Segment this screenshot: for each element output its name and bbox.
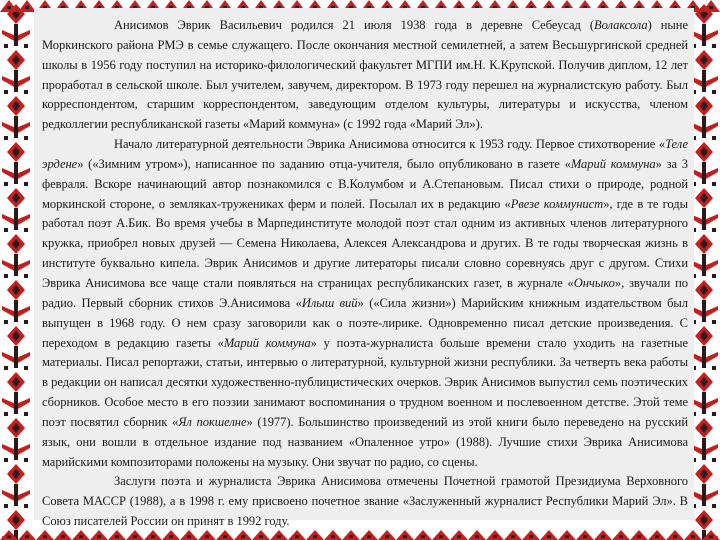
ornament-motif <box>439 535 443 538</box>
ornament-motif <box>24 320 28 324</box>
ornament-motif <box>14 438 18 460</box>
ornament-motif <box>24 504 28 508</box>
ornament-motif <box>712 228 716 232</box>
ornament-motif <box>14 208 18 230</box>
paragraph-text: Анисимов Эврик Васильевич родился 21 июля 1938 года в деревне Себеусад ( <box>114 18 594 32</box>
ornament-motif <box>709 6 713 9</box>
ornament-motif <box>511 535 515 538</box>
ornament-motif <box>331 535 335 538</box>
ornament-motif <box>133 535 137 538</box>
ornament-motif <box>223 535 227 538</box>
ornament-motif <box>367 535 371 538</box>
ornament-motif <box>79 535 83 538</box>
paragraph-text: Начало литературной деятельности Эврика Анисимова относится к 1953 году. Первое стихотворение « <box>114 137 666 152</box>
ornament-motif <box>565 535 569 538</box>
left-ornament-border <box>0 0 34 540</box>
ornament-motif <box>277 535 281 538</box>
ornament-motif <box>475 535 479 538</box>
ornament-motif <box>4 412 8 416</box>
ornament-motif <box>4 504 8 508</box>
ornament-motif <box>24 274 28 278</box>
ornament-motif <box>24 458 28 462</box>
ornament-motif <box>712 412 716 416</box>
ornament-motif <box>24 366 28 370</box>
ornament-motif <box>4 90 8 94</box>
ornament-motif <box>712 458 716 462</box>
ornament-motif <box>241 535 245 538</box>
paragraph-text: » («Сила жизни») Марийским книжным издательством был выпущен в 1968 году. О нем сразу заговорили как о поэте-лирике. Одновременно писал детские произведения. С переходом в редакцию газеты « <box>42 295 689 350</box>
ornament-motif <box>24 90 28 94</box>
ornament-motif <box>712 366 716 370</box>
ornament-motif <box>14 484 18 506</box>
ornament-motif <box>313 535 317 538</box>
paragraph-text: » («Зимним утром»), написанное по заданию отца-учителя, было опубликовано в газете « <box>77 156 571 171</box>
ornament-motif <box>4 136 8 140</box>
ornament-motif <box>403 535 407 538</box>
italic-title: Волаксола <box>594 18 648 32</box>
ornament-motif <box>115 535 119 538</box>
ornament-motif <box>4 320 8 324</box>
ornament-motif <box>702 116 706 138</box>
ornament-motif <box>14 346 18 368</box>
ornament-motif <box>702 392 706 414</box>
ornament-motif <box>712 274 716 278</box>
ornament-motif <box>259 535 263 538</box>
ornament-motif <box>43 535 47 538</box>
ornament-motif <box>712 182 716 186</box>
ornament-motif <box>4 458 8 462</box>
ornament-motif <box>14 24 18 46</box>
paragraph-text: » у поэта-журналиста больше времени стало уходить на газетные материалы. Писал репортажи, статьи, интервью о литературной, культурной жизни республики. За четверть века работы в редакции он написал десятки художественно-публицистических очерков. Эврик Анисимов выпустил семь поэтических сборников. Особое место в его поэзии занимают воспоминания о трудном военном и послевоенном детстве. Этой теме поэт посвятил сборник « <box>42 335 688 429</box>
biography-text-panel <box>34 8 694 529</box>
paragraph-text: », звучали по радио. Первый сборник стихов Э.Анисимова « <box>42 275 688 310</box>
ornament-motif <box>709 535 713 538</box>
ornament-motif <box>349 535 353 538</box>
ornament-motif <box>4 228 8 232</box>
ornament-motif <box>4 44 8 48</box>
ornament-motif <box>25 535 29 538</box>
ornament-motif <box>14 254 18 276</box>
paragraph-text: ) ныне Моркинского района РМЭ в семье служащего. После окончания местной семилетней, а затем Весьшургинской средней школы в 1956 году поступил на историко-филологический факультет МГПИ им.Н. К.Крупской. Получив диплом, 12 лет проработал в сельской школе. Был учителем, завучем, директором. В 1973 году перешел на журналистскую работу. Был корреспондентом, старшим корреспондентом, заведующим отделом культуры, литературы и искусства, членом редколлегии республиканской газеты «Марий коммуна» (с 1992 года «Марий Эл»). <box>42 18 688 132</box>
paragraph-text: », где в те годы работал поэт А.Бик. Во время учебы в Марпединституте молодой поэт стал одним из активных членов литературного кружка, приобрел новых друзей — Семена Николаева, Алексея Александрова и других. В те годы творческая жизнь в институте буквально кипела. Эврик Анисимов и другие литераторы писали словно соревнуясь друг с другом. Стихи Эврика Анисимова все чаще стали появляться на страницах республиканских газет, в журнале « <box>42 196 688 290</box>
ornament-motif <box>712 136 716 140</box>
italic-title: Илыш вий <box>301 295 358 310</box>
ornament-motif <box>25 6 29 9</box>
ornament-motif <box>529 535 533 538</box>
ornament-motif <box>205 535 209 538</box>
ornament-motif <box>169 535 173 538</box>
paragraph <box>42 472 688 532</box>
italic-title: Марий коммуна <box>570 156 656 171</box>
italic-title: Марий коммуна <box>223 335 311 350</box>
paragraph-text: » (1977). Большинство произведений из этой книги было переведено на русский язык, они вошли в отдельное издание под названием «Опаленное утро» (1988). Лучшие стихи Эврика Анисимова марийскими композиторами положены на музыку. Они звучат по радио, со сцены. <box>42 414 688 469</box>
ornament-motif <box>24 136 28 140</box>
ornament-motif <box>421 535 425 538</box>
ornament-motif <box>4 274 8 278</box>
paragraph <box>42 135 688 472</box>
ornament-motif <box>24 228 28 232</box>
ornament-motif <box>702 208 706 230</box>
italic-title: Рвезе коммунист <box>510 196 604 211</box>
ornament-motif <box>7 6 11 9</box>
ornament-motif <box>702 70 706 92</box>
italic-title: Теле эрдене <box>42 137 688 171</box>
ornament-motif <box>14 116 18 138</box>
ornament-motif <box>187 535 191 538</box>
ornament-motif <box>702 346 706 368</box>
ornament-motif <box>712 44 716 48</box>
ornament-motif <box>24 412 28 416</box>
ornament-motif <box>151 535 155 538</box>
ornament-motif <box>7 535 11 538</box>
ornament-motif <box>702 162 706 184</box>
paragraph-text: Заслуги поэта и журналиста Эврика Анисимова отмечены Почетной грамотой Президиума Верховного Совета МАССР (1988), а в 1998 г. ему присвоено почетное звание «Заслуженный журналист Республики Марий Эл». В Союз писателей России он принят в 1992 году. <box>42 474 688 529</box>
ornament-motif <box>673 535 677 538</box>
ornament-motif <box>493 535 497 538</box>
ornament-motif <box>14 70 18 92</box>
ornament-motif <box>702 254 706 276</box>
left-ornament-svg <box>0 0 34 540</box>
ornament-motif <box>61 535 65 538</box>
ornament-motif <box>637 535 641 538</box>
ornament-motif <box>702 300 706 322</box>
ornament-motif <box>14 162 18 184</box>
ornament-motif <box>583 535 587 538</box>
italic-title: Ял покшелне <box>178 414 247 429</box>
ornament-motif <box>712 320 716 324</box>
paragraph-text: » за 3 февраля. Вскоре начинающий автор познакомился с В.Колумбом и А.Степановым. Писал стихи о природе, родной моркинской стороне, о земляках-тружениках ферм и полей. Посылал их в редакцию « <box>42 156 688 211</box>
ornament-motif <box>295 535 299 538</box>
ornament-motif <box>712 504 716 508</box>
ornament-motif <box>385 535 389 538</box>
ornament-motif <box>601 535 605 538</box>
ornament-motif <box>619 535 623 538</box>
ornament-motif <box>24 182 28 186</box>
ornament-motif <box>4 182 8 186</box>
ornament-motif <box>702 24 706 46</box>
ornament-motif <box>702 484 706 506</box>
ornament-motif <box>547 535 551 538</box>
ornament-motif <box>655 535 659 538</box>
paragraph <box>42 16 688 135</box>
ornament-motif <box>14 392 18 414</box>
ornament-motif <box>702 438 706 460</box>
ornament-motif <box>97 535 101 538</box>
ornament-motif <box>457 535 461 538</box>
ornament-motif <box>14 300 18 322</box>
ornament-motif <box>691 535 695 538</box>
ornament-motif <box>24 44 28 48</box>
ornament-motif <box>712 90 716 94</box>
italic-title: Ончыко <box>573 275 615 290</box>
ornament-motif <box>4 366 8 370</box>
